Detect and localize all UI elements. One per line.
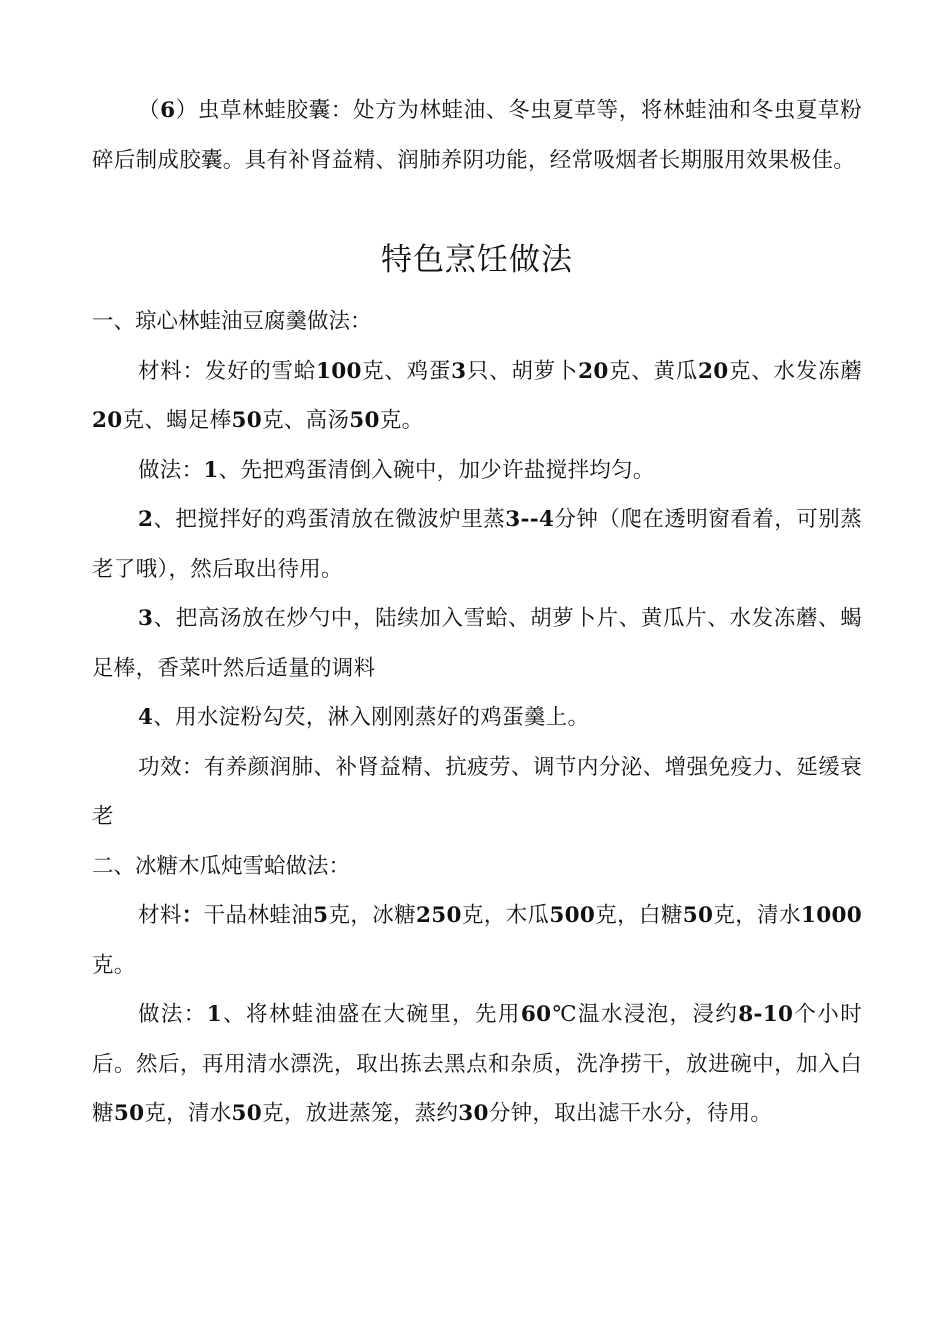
document-page: [92, 86, 862, 1139]
text-segment: 克、高汤: [262, 408, 350, 433]
text-segment: 分钟，取出滤干水分，待用。: [488, 1101, 773, 1126]
text-segment: 克，木瓜: [461, 903, 550, 928]
recipe2-step1: [92, 990, 862, 1139]
text-segment: 1: [206, 1002, 222, 1027]
text-segment: 5: [313, 903, 329, 928]
text-segment: 个小时后。然后，再用清水漂洗，取出拣去黑点和杂质，洗净捞干，放进碗中，加入白糖: [92, 1002, 862, 1126]
recipe1-materials: [92, 347, 862, 446]
text-segment: 克。: [92, 952, 136, 978]
text-segment: 克、水发冻蘑: [728, 358, 862, 384]
recipe2-materials: [92, 891, 862, 990]
text-segment: 20: [578, 358, 609, 384]
recipe1-step2: [92, 495, 862, 594]
text-segment: 克、蝎足棒: [122, 408, 232, 433]
text-segment: 做法：: [138, 1002, 207, 1027]
text-segment: 干品林蛙油: [203, 903, 314, 928]
text-segment: 做法：: [138, 457, 204, 483]
recipe1-step1: [92, 446, 862, 496]
text-segment: 、把搅拌好的鸡蛋清放在微波炉里蒸: [153, 507, 506, 532]
intro-paragraph: （6）虫草林蛙胶囊：处方为林蛙油、冬虫夏草等，将林蛙油和冬虫夏草粉碎后制成胶囊。具有补肾益精、润肺养阴功能，经常吸烟者长期服用效果极佳。: [92, 98, 862, 173]
text-segment: 克，冰糖: [328, 903, 416, 928]
text-segment: 1000: [800, 903, 862, 928]
text-segment: 克，清水: [144, 1101, 232, 1126]
text-segment: ℃温水浸泡，浸约: [551, 1002, 739, 1027]
recipe2-heading: 二、冰糖木瓜炖雪蛤做法：: [92, 853, 351, 879]
text-segment: 250: [415, 903, 462, 928]
text-segment: 50: [349, 408, 380, 433]
text-segment: 100: [315, 358, 362, 384]
text-segment: 50: [113, 1101, 145, 1126]
text-segment: 50: [231, 1101, 263, 1126]
text-segment: ：: [181, 903, 204, 928]
page-title: 特色烹饪做法: [381, 242, 573, 278]
recipe1-step3: [92, 594, 862, 693]
text-segment: 20: [92, 408, 123, 433]
text-segment: 、将林蛙油盛在大碗里，先用: [221, 1002, 521, 1027]
text-segment: 克，放进蒸笼，蒸约: [262, 1101, 459, 1126]
intro-number: 6: [160, 98, 176, 123]
intro-text: 虫草林蛙胶囊：处方为林蛙油、冬虫夏草等，将林蛙油和冬虫夏草粉碎后制成胶囊。具有补肾益精、润肺养阴功能，经常吸烟者长期服用效果极佳。: [92, 98, 862, 173]
text-segment: 、把高汤放在炒勺中，陆续加入雪蛤、胡萝卜片、黄瓜片、水发冻蘑、蝎足棒，香菜叶然后适量的调料: [92, 606, 862, 681]
text-segment: 60: [520, 1002, 552, 1027]
text-segment: 克，白糖: [595, 903, 683, 928]
text-segment: 、先把鸡蛋清倒入碗中，加少许盐搅拌均匀。: [218, 457, 655, 483]
text-segment: 只、胡萝卜: [466, 358, 579, 384]
text-segment: 分钟（爬在透明窗看着，可别蒸老了哦），然后取出待用。: [92, 507, 863, 582]
recipe1-heading: 一、琼心林蛙油豆腐羹做法：: [92, 309, 372, 334]
recipe1-effect: 功效：有养颜润肺、补肾益精、抗疲劳、调节内分泌、增强免疫力、延缓衰老: [92, 754, 862, 829]
recipe1-step4: [92, 693, 862, 743]
text-segment: 50: [231, 408, 263, 433]
text-segment: 克。: [379, 408, 424, 433]
text-segment: 50: [682, 903, 714, 928]
text-segment: 材料：发好的雪蛤: [138, 358, 316, 384]
text-segment: 3--4: [505, 507, 555, 532]
text-segment: 1: [203, 457, 219, 483]
text-segment: 2: [138, 507, 154, 532]
text-segment: 克、鸡蛋: [361, 358, 452, 384]
text-segment: 、用水淀粉勾芡，淋入刚刚蒸好的鸡蛋羹上。: [153, 705, 590, 730]
text-segment: 8-10: [738, 1002, 794, 1027]
text-segment: 30: [458, 1101, 489, 1126]
text-segment: 3: [138, 606, 154, 631]
text-segment: 4: [138, 705, 154, 730]
text-segment: 20: [698, 358, 729, 384]
text-segment: 500: [549, 903, 596, 928]
text-segment: 克，清水: [713, 903, 801, 928]
text-segment: 克、黄瓜: [608, 358, 699, 384]
text-segment: 材料: [138, 903, 182, 928]
text-segment: 3: [451, 358, 467, 384]
